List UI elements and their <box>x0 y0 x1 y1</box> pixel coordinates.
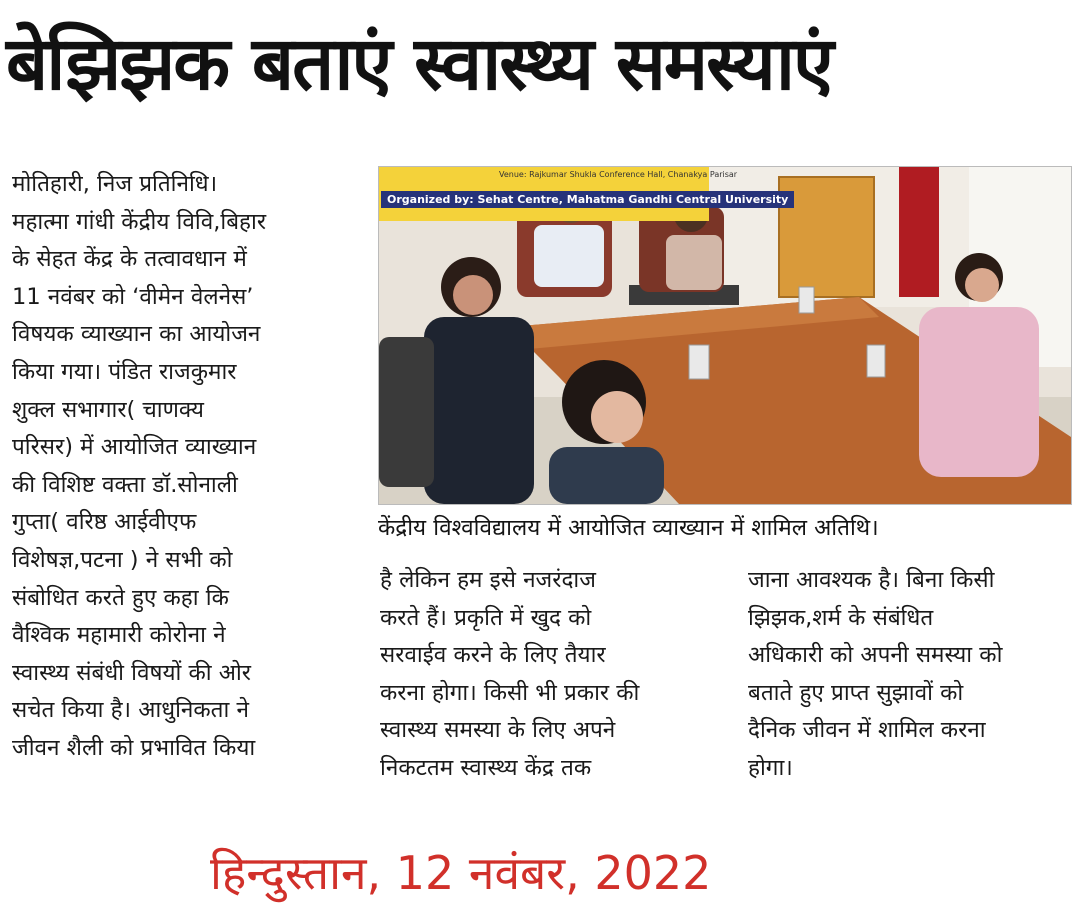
headline: बेझिझक बताएं स्वास्थ्य समस्याएं <box>6 21 832 107</box>
article-column-2: है लेकिन हम इसे नजरंदाज करते हैं। प्रकृति में खुद को सरवाईव करने के लिए तैयार करना होगा। किसी भी प्रकार की स्वास्थ्य समस्या के लिए अपने निकटतम स्वास्थ्य केंद्र तक <box>380 567 640 781</box>
event-banner <box>379 167 789 221</box>
banner-subtext: Venue: Rajkumar Shukla Conference Hall, Chanakya Parisar <box>499 170 738 179</box>
source-date-footer: हिन्दुस्तान, 12 नवंबर, 2022 <box>210 846 712 900</box>
article-column-1: मोतिहारी, निज प्रतिनिधि। महात्मा गांधी केंद्रीय विवि,बिहार के सेहत केंद्र के तत्वावधान में 11 नवंबर को ‘वीमेन वेलनेस’ विषयक व्याख्यान का आयोजन किया गया। पंडित राजकुमार शुक्ल सभागार( चाणक्य परिसर) में आयोजित व्याख्यान की विशिष्ट वक्ता डॉ.सोनाली गुप्ता( वरिष्ठ आईवीएफ विशेषज्ञ,पटना ) ने सभी को संबोधित करते हुए कहा कि वैश्विक महामारी कोरोना ने स्वास्थ्य संबंधी विषयों की ओर सचेत किया है। आधुनिकता ने जीवन शैली को प्रभावित किया <box>12 171 267 761</box>
banner-text: Organized by: Sehat Centre, Mahatma Gandhi Central University <box>381 191 794 208</box>
photo-caption: केंद्रीय विश्वविद्यालय में आयोजित व्याख्यान में शामिल अतिथि। <box>378 515 879 541</box>
news-photo <box>378 166 1072 505</box>
article-column-3: जाना आवश्यक है। बिना किसी झिझक,शर्म के संबंधित अधिकारी को अपनी समस्या को बताते हुए प्राप्त सुझावों को दैनिक जीवन में शामिल करना होगा। <box>748 567 1003 781</box>
